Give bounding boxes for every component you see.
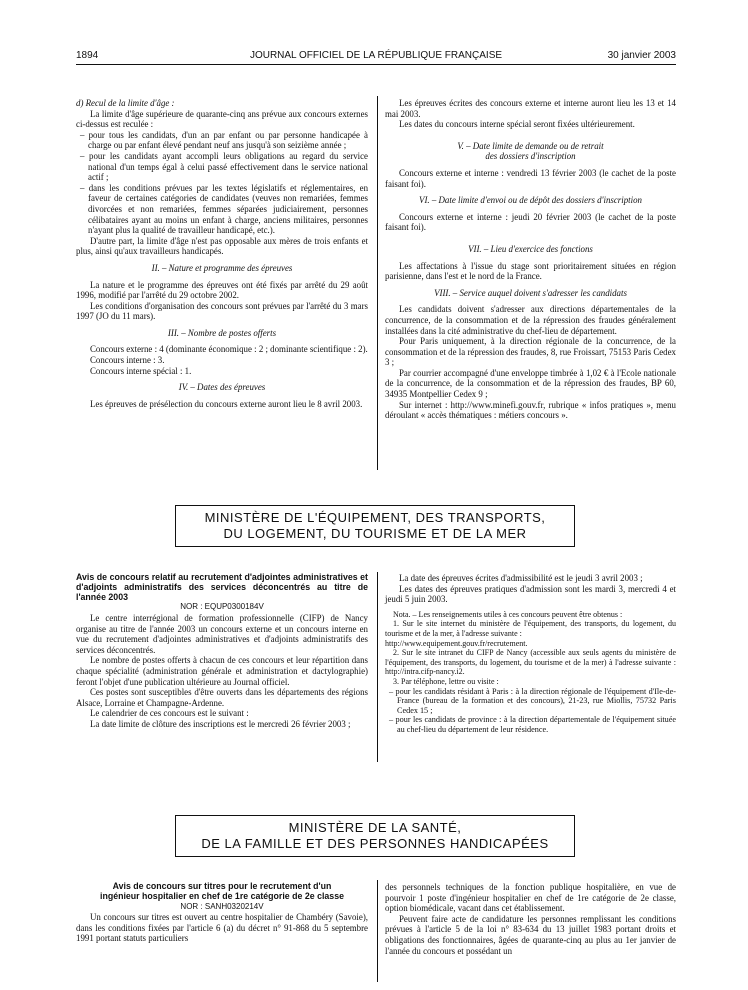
nota-item-1: 1. Sur le site internet du ministère de l'équipement, des transports, du logement, du tourisme et de la mer, à l'adresse suivante :: [385, 619, 676, 638]
section-heading-2: II. – Nature et programme des épreuves: [151, 262, 293, 273]
nota-block: [385, 610, 676, 735]
section-heading-8: VIII. – Service auquel doivent s'adresser les candidats: [434, 287, 627, 298]
d-title: d) Recul de la limite d'âge :: [76, 98, 175, 108]
s2-left-p3: Ces postes sont susceptibles d'être ouverts dans les départements des régions Alsace, Lorraine et Champagne-Ardenne.: [76, 687, 368, 708]
s3-right-p1: des personnels techniques de la fonction publique hospitalière, en vue de pourvoir 1 poste d'ingénieur hospitalier en chef de 1re catégorie de 2e classe, option biomédicale, vacant dans cet établissement.: [385, 882, 676, 914]
list-item: – pour les candidats ayant accompli leurs obligations au regard du service national d'un temps égal à celui passé effectivement dans le service national actif ;: [76, 151, 368, 183]
nota-url: http://www.equipement.gouv.fr/recrutement.: [385, 638, 528, 648]
ministry-line: DE LA FAMILLE ET DES PERSONNES HANDICAPÉES: [201, 836, 549, 851]
s8-p2: Pour Paris uniquement, à la direction régionale de la concurrence, de la consommation et de la répression des fraudes, 8, rue Froissart, 75153 Paris Cedex 3 ;: [385, 336, 676, 368]
list-item: – pour les candidats résidant à Paris : à la direction régionale de l'équipement d'Ile-de-France (bureau de la formation et des concours), 21-23, rue Miollis, 75732 Paris Cedex 15 ;: [385, 687, 676, 716]
s2-left-p5: La date limite de clôture des inscriptions est le mercredi 26 février 2003 ;: [90, 718, 351, 729]
issue-date: 30 janvier 2003: [607, 50, 676, 61]
right-p1: Les épreuves écrites des concours externe et interne auront lieu les 13 et 14 mai 2003.: [385, 98, 676, 119]
column-divider: [377, 96, 378, 470]
section3-left-column: [76, 882, 368, 944]
s5-p: Concours externe et interne : vendredi 13 février 2003 (le cachet de la poste faisant foi).: [385, 167, 676, 189]
s8-p4: Sur internet : http://www.minefi.gouv.fr, rubrique « infos pratiques », menu déroulant « accès thématiques : métiers concours ».: [385, 399, 676, 421]
d-items: [76, 130, 368, 236]
section2-left-column: [76, 573, 368, 730]
page-number: 1894: [76, 50, 99, 61]
s2-p2: Les conditions d'organisation des concours sont prévues par l'arrêté du 3 mars 1997 (JO du 11 mars).: [76, 300, 368, 322]
section-heading-5b: des dossiers d'inscription: [485, 151, 576, 162]
section1-left-column: [76, 98, 368, 409]
s2-left-p1: Le centre interrégional de formation professionnelle (CIFP) de Nancy organise au titre de l'année 2003 un concours externe et un concours interne en vue du recrutement d'adjointes administratives et d'adjoints administratifs des services déconcentrés.: [76, 612, 368, 655]
nor-reference: NOR : SANH0320214V: [180, 901, 264, 911]
column-divider: [377, 572, 378, 762]
s2-p1: La nature et le programme des épreuves ont été fixés par arrêté du 29 août 1996, modifié par l'arrêté du 29 octobre 2002.: [76, 279, 368, 301]
s2-right-p1: La date des épreuves écrites d'admissibilité est le jeudi 3 avril 2003 ;: [399, 573, 643, 583]
list-item: – pour les candidats de province : à la direction départementale de l'équipement située au chef-lieu du département de leur résidence.: [385, 715, 676, 734]
section-heading-5a: V. – Date limite de demande ou de retrait: [457, 140, 604, 151]
nota-item-2: 2. Sur le site intranet du CIFP de Nancy (accessible aux seuls agents du ministère de l'équipement, des transports, du logement, du tourisme et de la mer) à l'adresse suivante : http://intra.cifp-nancy.i2.: [385, 648, 676, 677]
notice-title: Avis de concours sur titres pour le recrutement d'un ingénieur hospitalier en chef de 1re catégorie de 2e classe: [100, 881, 344, 901]
section-heading-3: III. – Nombre de postes offerts: [167, 327, 277, 338]
column-divider: [377, 880, 378, 982]
ministry-line: DU LOGEMENT, DU TOURISME ET DE LA MER: [223, 526, 527, 541]
section-heading-4: IV. – Dates des épreuves: [178, 382, 266, 393]
s2-left-p2: Le nombre de postes offerts à chacun de ces concours et leur répartition dans chaque spécialité (administration générale et administration et dactylographie) feront l'objet d'une publication ultérieure au Journal officiel.: [76, 655, 368, 687]
journal-title: JOURNAL OFFICIEL DE LA RÉPUBLIQUE FRANÇAISE: [249, 50, 503, 61]
ministry-box-equipement: [175, 505, 575, 547]
section1-right-column: [385, 98, 676, 421]
list-item: – dans les conditions prévues par les textes législatifs et réglementaires, en faveur de certaines catégories de candidates (veuves non remariées, femmes divorcées et non remariées, femmes séparées judiciairement, personnes célibataires ayant au moins un enfant à charge, anciens militaires, personnes n'ayant plus la qualité de travailleur handicapé, etc.).: [76, 183, 368, 236]
nota-list: [385, 687, 676, 735]
section3-right-column: [385, 882, 676, 956]
s2-left-p4: Le calendrier de ces concours est le suivant :: [90, 708, 249, 719]
section-heading-7: VII. – Lieu d'exercice des fonctions: [468, 243, 593, 254]
list-item: – pour tous les candidats, d'un an par enfant ou par personne handicapée à charge ou par enfant élevé pendant neuf ans jusqu'à son seizième année ;: [76, 130, 368, 151]
notice-title: Avis de concours relatif au recrutement d'adjointes administratives et d'adjoints administratifs des services déconcentrés au titre de l'année 2003: [76, 572, 368, 602]
section2-right-column: [385, 573, 676, 735]
s3-right-p2: Peuvent faire acte de candidature les personnes remplissant les conditions prévues à l'article 5 de la loi n° 83-634 du 13 juillet 1983 portant droits et obligations des fonctionnaires, âgées de quarante-cinq au plus au 1er janvier de l'année du concours et possédant un: [385, 913, 676, 956]
s3-line: Concours externe : 4 (dominante économique : 2 ; dominante scientifique : 2).: [90, 344, 368, 355]
ministry-box-sante: [175, 815, 575, 857]
d-outro: D'autre part, la limite d'âge n'est pas opposable aux mères de trois enfants et plus, ainsi qu'aux travailleurs handicapés.: [76, 235, 368, 257]
d-intro: La limite d'âge supérieure de quarante-cinq ans prévue aux concours externes ci-dessus est reculée :: [76, 108, 368, 130]
s4-p1: Les épreuves de présélection du concours externe auront lieu le 8 avril 2003.: [90, 398, 363, 409]
s3-line: Concours interne spécial : 1.: [90, 365, 192, 376]
header-rule: [76, 64, 676, 65]
s2-right-p2: Les dates des épreuves pratiques d'admission sont les mardi 3, mercredi 4 et jeudi 5 juin 2003.: [385, 583, 676, 605]
section-heading-6: VI. – Date limite d'envoi ou de dépôt des dossiers d'inscription: [419, 195, 642, 206]
ministry-line: MINISTÈRE DE LA SANTÉ,: [288, 820, 462, 835]
right-p2: Les dates du concours interne spécial seront fixées ultérieurement.: [399, 119, 635, 130]
s6-p: Concours externe et interne : jeudi 20 février 2003 (le cachet de la poste faisant foi).: [385, 211, 676, 233]
s8-p1: Les candidats doivent s'adresser aux directions départementales de la concurrence, de la consommation et de la répression des fraudes généralement installées dans la cité administrative du chef-lieu de département.: [385, 304, 676, 336]
nota-intro: Nota. – Les renseignements utiles à ces concours peuvent être obtenus :: [393, 609, 623, 619]
ministry-line: MINISTÈRE DE L'ÉQUIPEMENT, DES TRANSPORTS,: [204, 510, 546, 525]
nor-reference: NOR : EQUP0300184V: [180, 602, 264, 612]
s3-line: Concours interne : 3.: [90, 355, 165, 366]
nota-item-3: 3. Par téléphone, lettre ou visite :: [393, 676, 499, 686]
s3-left-p1: Un concours sur titres est ouvert au centre hospitalier de Chambéry (Savoie), dans les conditions fixées par l'article 6 (a) du décret n° 91-868 du 5 septembre 1991 portant statuts particuliers: [76, 912, 368, 944]
s8-p3: Par courrier accompagné d'une enveloppe timbrée à 1,02 € à l'Ecole nationale de la concurrence, de la consommation et de la répression des fraudes, BP 60, 34935 Montpellier Cedex 9 ;: [385, 367, 676, 400]
s7-p: Les affectations à l'issue du stage sont prioritairement situées en région parisienne, dans l'est et le nord de la France.: [385, 260, 676, 282]
